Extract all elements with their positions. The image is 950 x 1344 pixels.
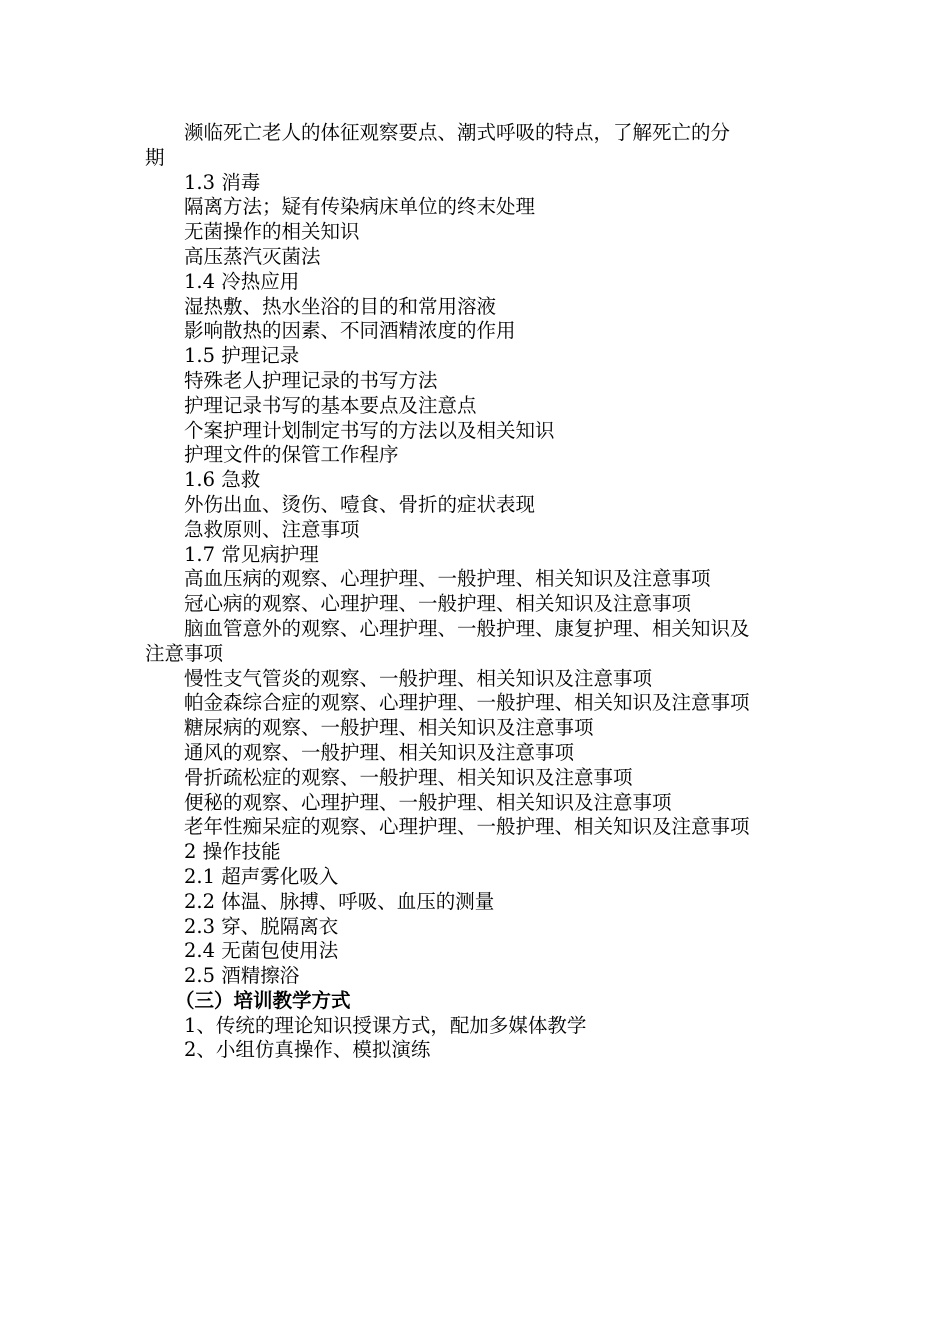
section-heading: （三）培训教学方式: [175, 988, 351, 1012]
text-line: 糖尿病的观察、一般护理、相关知识及注意事项: [184, 716, 594, 740]
text-line: 2.3 穿、脱隔离衣: [184, 914, 339, 938]
text-line: 影响散热的因素、不同酒精浓度的作用: [184, 319, 516, 343]
text-line: 1.3 消毒: [184, 170, 261, 194]
text-line: 期: [145, 145, 165, 169]
text-line: 帕金森综合症的观察、心理护理、一般护理、相关知识及注意事项: [184, 691, 750, 715]
text-line: 1.6 急救: [184, 468, 261, 492]
text-line: 湿热敷、热水坐浴的目的和常用溶液: [184, 294, 497, 318]
text-line: 2.5 酒精擦浴: [184, 964, 300, 988]
text-line: 2.4 无菌包使用法: [184, 939, 339, 963]
text-line: 个案护理计划制定书写的方法以及相关知识: [184, 418, 555, 442]
text-line: 无菌操作的相关知识: [184, 220, 360, 244]
text-line: 急救原则、注意事项: [184, 517, 360, 541]
text-line: 骨折疏松症的观察、一般护理、相关知识及注意事项: [184, 765, 633, 789]
text-line: 脑血管意外的观察、心理护理、一般护理、康复护理、相关知识及: [184, 616, 750, 640]
text-line: 2 操作技能: [184, 840, 281, 864]
text-line: 冠心病的观察、心理护理、一般护理、相关知识及注意事项: [184, 592, 692, 616]
text-line: 通风的观察、一般护理、相关知识及注意事项: [184, 740, 575, 764]
text-line: 1.4 冷热应用: [184, 269, 300, 293]
text-line: 护理文件的保管工作程序: [184, 443, 399, 467]
text-line: 高压蒸汽灭菌法: [184, 244, 321, 268]
text-line: 慢性支气管炎的观察、一般护理、相关知识及注意事项: [184, 666, 653, 690]
document-page: [145, 121, 810, 1063]
text-line: 隔离方法；疑有传染病床单位的终末处理: [184, 195, 536, 219]
text-line: 1.7 常见病护理: [184, 542, 319, 566]
text-line: 便秘的观察、心理护理、一般护理、相关知识及注意事项: [184, 790, 672, 814]
text-line: 护理记录书写的基本要点及注意点: [184, 393, 477, 417]
text-line: 老年性痴呆症的观察、心理护理、一般护理、相关知识及注意事项: [184, 815, 750, 839]
text-line: 1、传统的理论知识授课方式，配加多媒体教学: [184, 1013, 587, 1037]
text-line: 1.5 护理记录: [184, 344, 300, 368]
text-line: 注意事项: [145, 641, 224, 665]
text-line: 2、小组仿真操作、模拟演练: [184, 1038, 431, 1062]
text-line: 2.1 超声雾化吸入: [184, 864, 339, 888]
text-line: 外伤出血、烫伤、噎食、骨折的症状表现: [184, 492, 536, 516]
text-line: 濒临死亡老人的体征观察要点、潮式呼吸的特点，了解死亡的分: [184, 121, 731, 144]
text-line: 特殊老人护理记录的书写方法: [184, 368, 438, 392]
text-line: 2.2 体温、脉搏、呼吸、血压的测量: [184, 889, 495, 913]
text-line: 高血压病的观察、心理护理、一般护理、相关知识及注意事项: [184, 567, 711, 591]
